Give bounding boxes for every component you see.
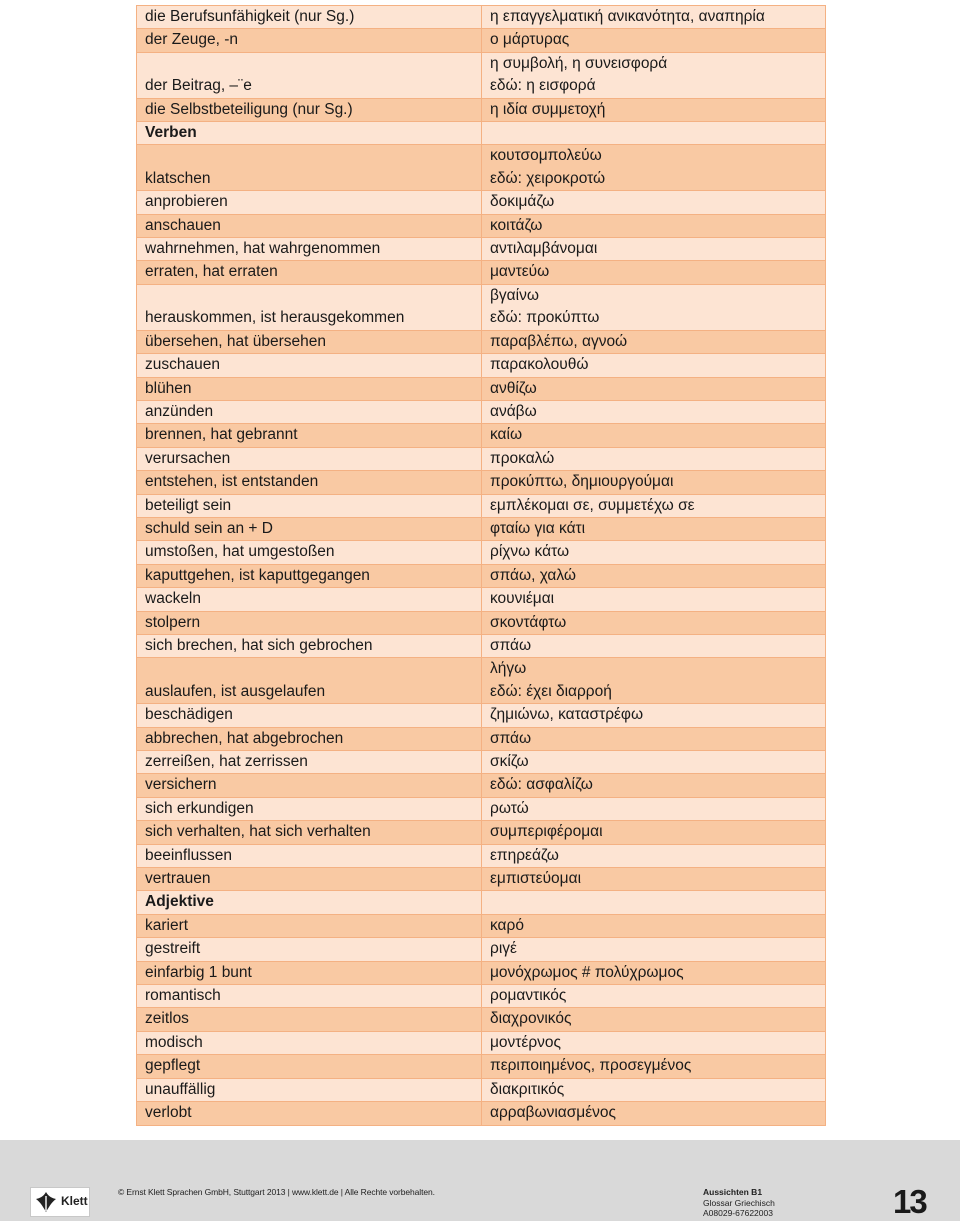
greek-translation: δοκιμάζω (482, 191, 826, 214)
glossary-row (137, 377, 826, 400)
greek-translation: προκαλώ (482, 447, 826, 470)
german-term: anschauen (137, 214, 482, 237)
glossary-row (137, 447, 826, 470)
glossary-row (137, 588, 826, 611)
glossary-row (137, 727, 826, 750)
german-term: wackeln (137, 588, 482, 611)
section-heading: Adjektive (137, 891, 482, 914)
glossary-row (137, 821, 826, 844)
logo-wordmark: Klett (61, 1194, 88, 1208)
glossary-row (137, 658, 826, 704)
greek-translation: ρωτώ (482, 797, 826, 820)
greek-translation: κοιτάζω (482, 214, 826, 237)
klett-logo (30, 1187, 90, 1217)
german-term: die Selbstbeteiligung (nur Sg.) (137, 98, 482, 121)
greek-translation: η ιδία συμμετοχή (482, 98, 826, 121)
greek-translation: ο μάρτυρας (482, 29, 826, 52)
german-term: gestreift (137, 938, 482, 961)
glossary-row (137, 985, 826, 1008)
german-term: verursachen (137, 447, 482, 470)
greek-translation (482, 891, 826, 914)
page-footer (0, 1140, 960, 1221)
greek-translation: κουνιέμαι (482, 588, 826, 611)
greek-translation: σκίζω (482, 751, 826, 774)
greek-translation: επηρεάζω (482, 844, 826, 867)
glossary-row (137, 844, 826, 867)
glossary-row (137, 145, 826, 191)
section-heading-row (137, 122, 826, 145)
section-heading: Verben (137, 122, 482, 145)
german-term: beeinflussen (137, 844, 482, 867)
glossary-row (137, 98, 826, 121)
glossary-body (137, 6, 826, 1126)
greek-translation: αντιλαμβάνομαι (482, 238, 826, 261)
glossary-row (137, 634, 826, 657)
greek-translation: παραβλέπω, αγνοώ (482, 330, 826, 353)
greek-translation: συμπεριφέρομαι (482, 821, 826, 844)
glossary-row (137, 284, 826, 330)
page-number: 13 (893, 1183, 926, 1220)
german-term: zuschauen (137, 354, 482, 377)
glossary-subtitle: Glossar Griechisch (703, 1197, 775, 1208)
greek-translation: διακριτικός (482, 1078, 826, 1101)
glossary-row (137, 191, 826, 214)
greek-translation: παρακολουθώ (482, 354, 826, 377)
greek-translation: ριγέ (482, 938, 826, 961)
glossary-row (137, 214, 826, 237)
german-term: schuld sein an + D (137, 517, 482, 540)
greek-translation: καρό (482, 914, 826, 937)
glossary-row (137, 6, 826, 29)
leaf-logo-icon (35, 1191, 57, 1213)
german-term: auslaufen, ist ausgelaufen (137, 658, 482, 704)
greek-translation: σκοντάφτω (482, 611, 826, 634)
glossary-row (137, 1055, 826, 1078)
greek-translation: μοντέρνος (482, 1031, 826, 1054)
glossary-row (137, 29, 826, 52)
glossary-row (137, 238, 826, 261)
german-term: vertrauen (137, 868, 482, 891)
glossary-row (137, 704, 826, 727)
greek-translation: λήγω εδώ: έχει διαρροή (482, 658, 826, 704)
glossary-row (137, 938, 826, 961)
german-term: modisch (137, 1031, 482, 1054)
german-term: anzünden (137, 400, 482, 423)
german-term: der Zeuge, -n (137, 29, 482, 52)
german-term: romantisch (137, 985, 482, 1008)
greek-translation: αρραβωνιασμένος (482, 1102, 826, 1125)
glossary-row (137, 1031, 826, 1054)
german-term: anprobieren (137, 191, 482, 214)
glossary-row (137, 52, 826, 98)
glossary-row (137, 751, 826, 774)
greek-translation: η επαγγελματική ανικανότητα, αναπηρία (482, 6, 826, 29)
glossary-row (137, 494, 826, 517)
greek-translation (482, 122, 826, 145)
german-term: wahrnehmen, hat wahrgenommen (137, 238, 482, 261)
glossary-row (137, 774, 826, 797)
german-term: zerreißen, hat zerrissen (137, 751, 482, 774)
greek-translation: ανάβω (482, 400, 826, 423)
greek-translation: ρίχνω κάτω (482, 541, 826, 564)
glossary-row (137, 1102, 826, 1125)
german-term: erraten, hat erraten (137, 261, 482, 284)
german-term: die Berufsunfähigkeit (nur Sg.) (137, 6, 482, 29)
glossary-row (137, 330, 826, 353)
glossary-row (137, 354, 826, 377)
glossary-row (137, 541, 826, 564)
greek-translation: προκύπτω, δημιουργούμαι (482, 471, 826, 494)
greek-translation: ρομαντικός (482, 985, 826, 1008)
greek-translation: περιποιημένος, προσεγμένος (482, 1055, 826, 1078)
glossary-row (137, 961, 826, 984)
german-term: blühen (137, 377, 482, 400)
german-term: versichern (137, 774, 482, 797)
copyright-notice: © Ernst Klett Sprachen GmbH, Stuttgart 2013 | www.klett.de | Alle Rechte vorbehalten. (118, 1187, 435, 1197)
glossary-row (137, 564, 826, 587)
german-term: beschädigen (137, 704, 482, 727)
greek-translation: διαχρονικός (482, 1008, 826, 1031)
glossary-row (137, 1078, 826, 1101)
german-term: verlobt (137, 1102, 482, 1125)
german-term: umstoßen, hat umgestoßen (137, 541, 482, 564)
greek-translation: ανθίζω (482, 377, 826, 400)
glossary-row (137, 1008, 826, 1031)
greek-translation: βγαίνω εδώ: προκύπτω (482, 284, 826, 330)
greek-translation: η συμβολή, η συνεισφορά εδώ: η εισφορά (482, 52, 826, 98)
glossary-row (137, 517, 826, 540)
glossary-table (136, 5, 826, 1126)
german-term: übersehen, hat übersehen (137, 330, 482, 353)
german-term: abbrechen, hat abgebrochen (137, 727, 482, 750)
glossary-row (137, 471, 826, 494)
greek-translation: κουτσομπολεύω εδώ: χειροκροτώ (482, 145, 826, 191)
greek-translation: εδώ: ασφαλίζω (482, 774, 826, 797)
section-heading-row (137, 891, 826, 914)
series-title: Aussichten B1 (703, 1187, 763, 1197)
german-term: gepflegt (137, 1055, 482, 1078)
greek-translation: σπάω (482, 634, 826, 657)
german-term: entstehen, ist entstanden (137, 471, 482, 494)
german-term: klatschen (137, 145, 482, 191)
glossary-row (137, 424, 826, 447)
glossary-row (137, 914, 826, 937)
glossary-row (137, 868, 826, 891)
greek-translation: εμπιστεύομαι (482, 868, 826, 891)
german-term: unauffällig (137, 1078, 482, 1101)
greek-translation: καίω (482, 424, 826, 447)
german-term: beteiligt sein (137, 494, 482, 517)
german-term: einfarbig 1 bunt (137, 961, 482, 984)
german-term: kariert (137, 914, 482, 937)
greek-translation: μονόχρωμος # πολύχρωμος (482, 961, 826, 984)
greek-translation: ζημιώνω, καταστρέφω (482, 704, 826, 727)
german-term: sich erkundigen (137, 797, 482, 820)
german-term: brennen, hat gebrannt (137, 424, 482, 447)
glossary-row (137, 797, 826, 820)
greek-translation: φταίω για κάτι (482, 517, 826, 540)
german-term: stolpern (137, 611, 482, 634)
german-term: kaputtgehen, ist kaputtgegangen (137, 564, 482, 587)
german-term: der Beitrag, –¨e (137, 52, 482, 98)
product-code: A08029-67622003 (703, 1208, 773, 1218)
german-term: herauskommen, ist herausgekommen (137, 284, 482, 330)
german-term: sich brechen, hat sich gebrochen (137, 634, 482, 657)
german-term: sich verhalten, hat sich verhalten (137, 821, 482, 844)
glossary-row (137, 611, 826, 634)
series-info (703, 1187, 775, 1219)
glossary-row (137, 400, 826, 423)
german-term: zeitlos (137, 1008, 482, 1031)
greek-translation: εμπλέκομαι σε, συμμετέχω σε (482, 494, 826, 517)
glossary-row (137, 261, 826, 284)
greek-translation: μαντεύω (482, 261, 826, 284)
greek-translation: σπάω, χαλώ (482, 564, 826, 587)
greek-translation: σπάω (482, 727, 826, 750)
